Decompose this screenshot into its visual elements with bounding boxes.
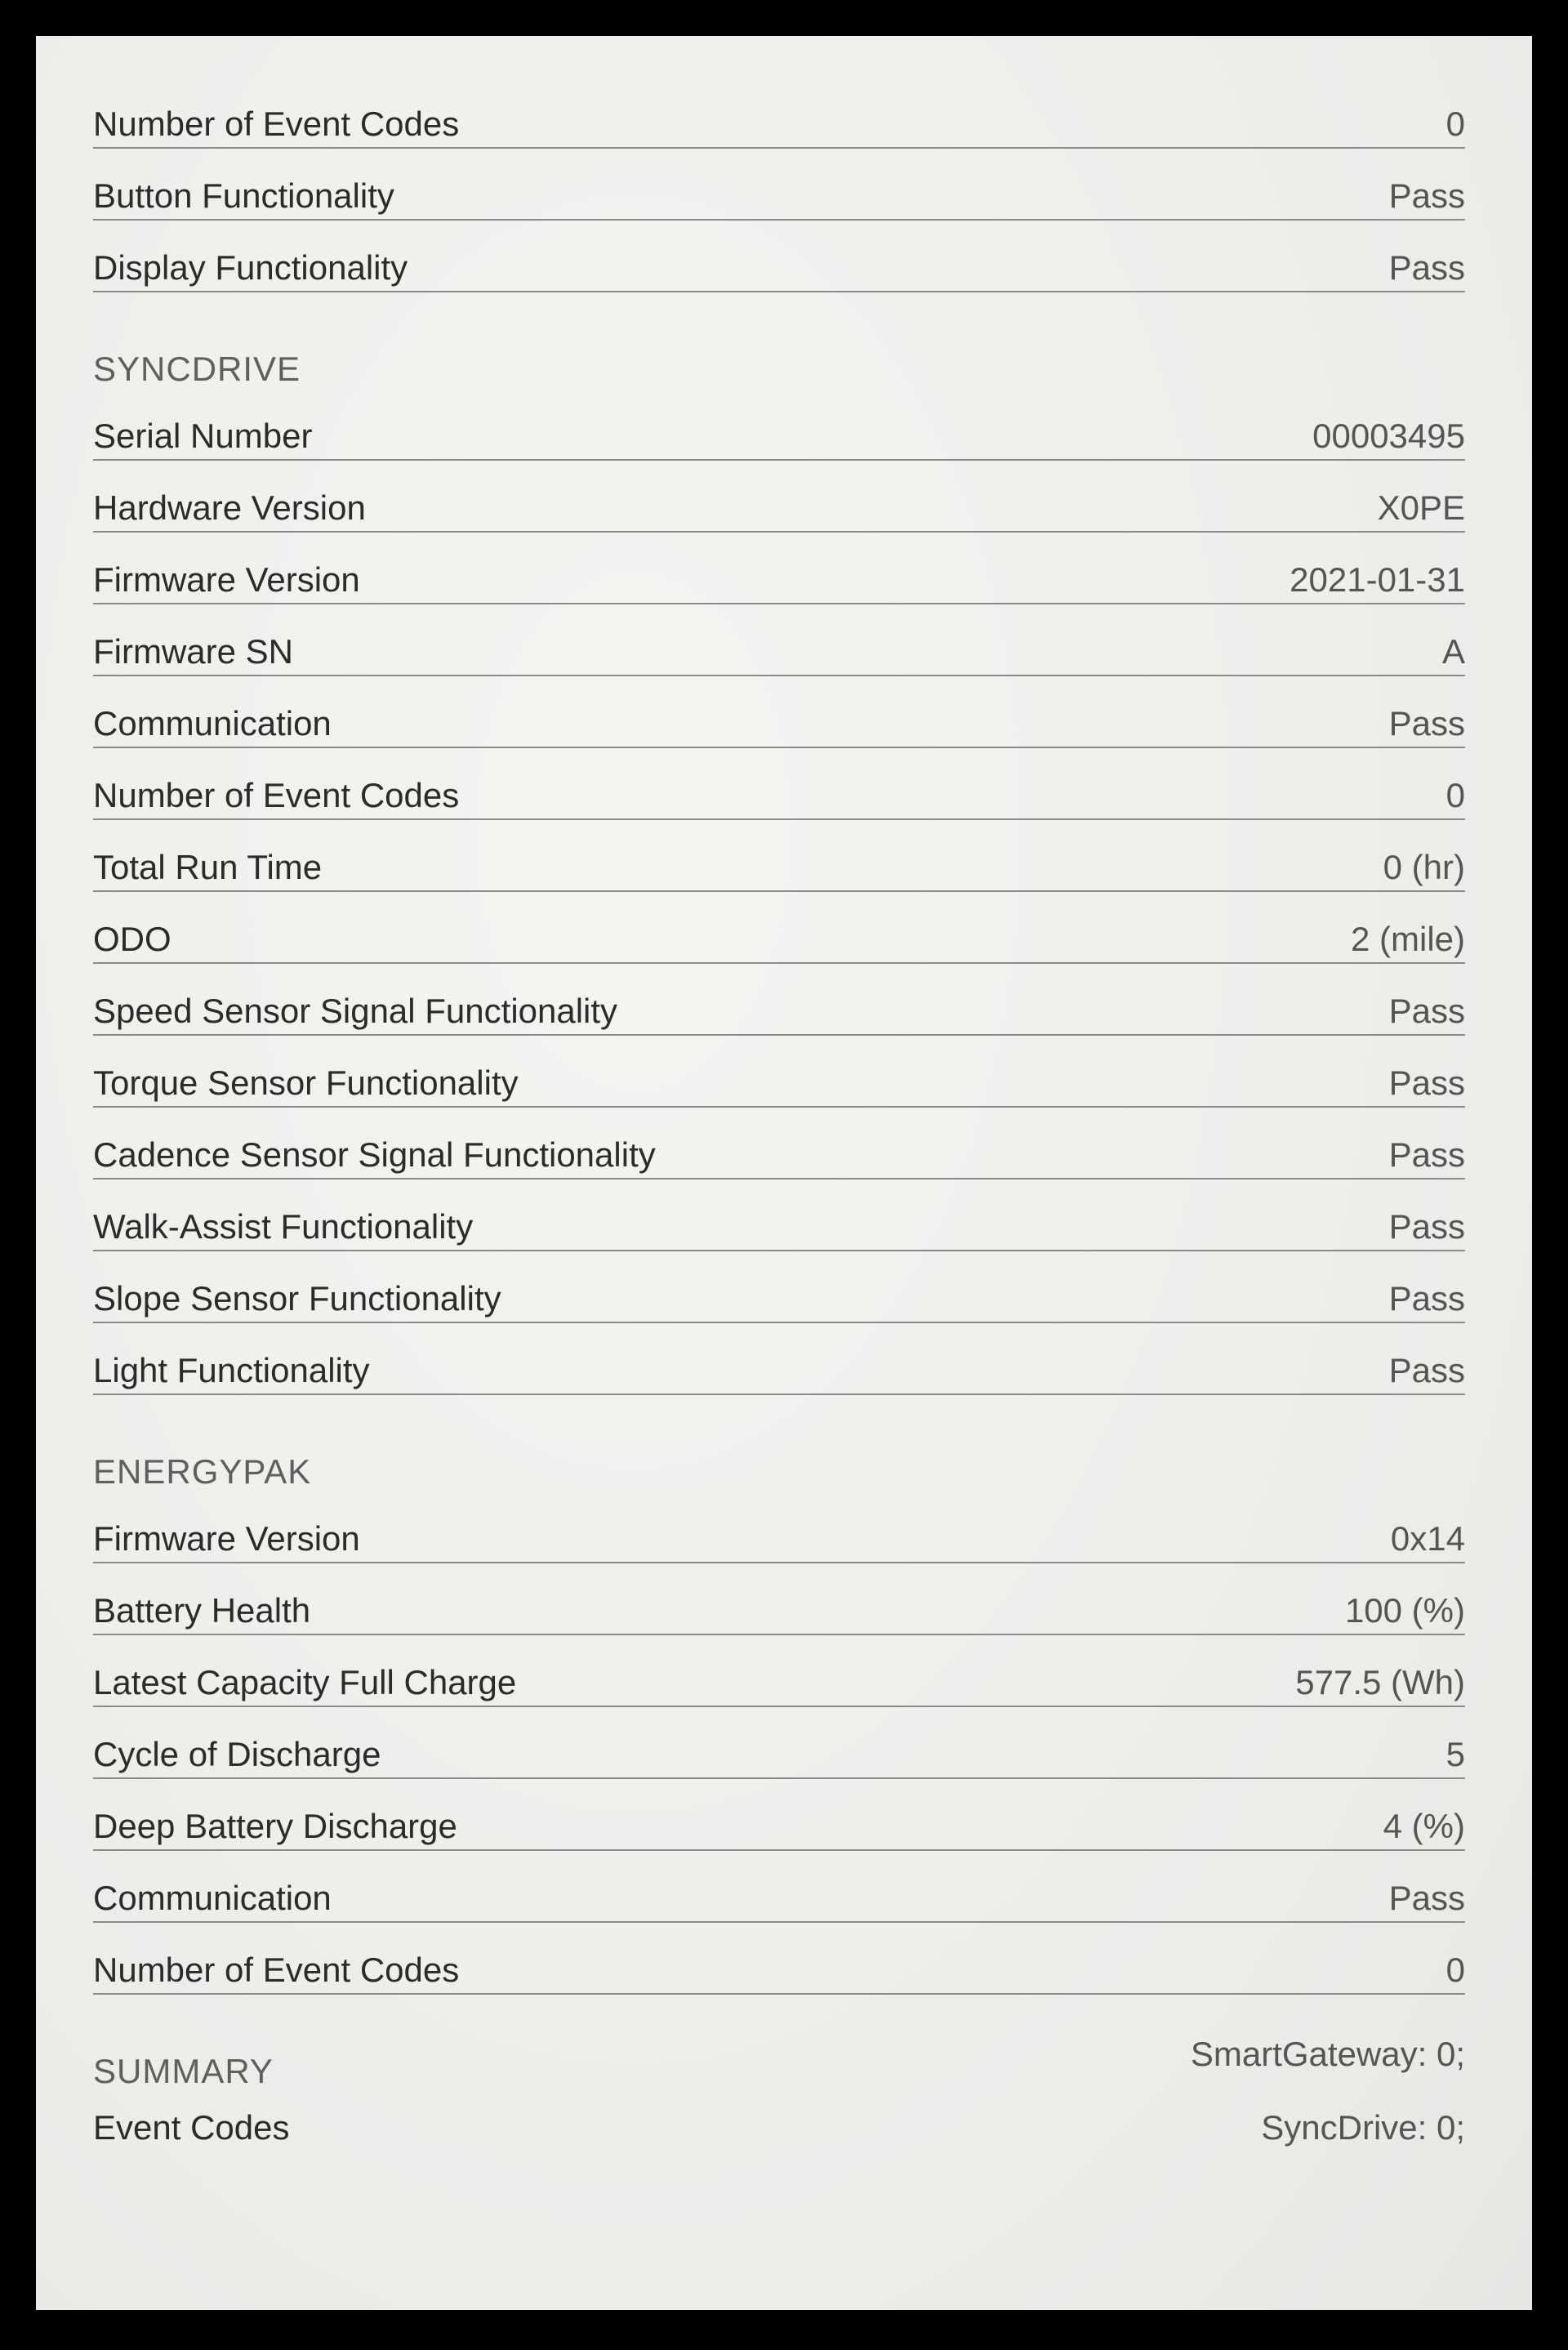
syncdrive-row-label: Serial Number xyxy=(93,417,313,455)
syncdrive-row-label: Cadence Sensor Signal Functionality xyxy=(93,1135,656,1174)
energypak-row xyxy=(93,1635,1465,1707)
syncdrive-section xyxy=(93,389,1465,1395)
summary-value-syncdrive: SyncDrive: 0; xyxy=(1261,2108,1465,2147)
syncdrive-row-label: Total Run Time xyxy=(93,848,323,886)
energypak-row-label: Firmware Version xyxy=(93,1519,360,1558)
energypak-row xyxy=(93,1707,1465,1779)
energypak-row-value: 0 xyxy=(1446,1951,1465,1989)
syncdrive-row-label: Communication xyxy=(93,704,332,742)
syncdrive-row xyxy=(93,964,1465,1036)
syncdrive-row xyxy=(93,892,1465,964)
syncdrive-row xyxy=(93,748,1465,820)
energypak-row-value: 100 (%) xyxy=(1344,1591,1465,1630)
syncdrive-row xyxy=(93,533,1465,604)
smartgateway-row-value: Pass xyxy=(1388,176,1465,215)
syncdrive-row-label: Speed Sensor Signal Functionality xyxy=(93,992,618,1030)
syncdrive-row-label: Walk-Assist Functionality xyxy=(93,1207,474,1246)
summary-section-title: SUMMARY xyxy=(93,2052,274,2090)
syncdrive-row-label: Firmware Version xyxy=(93,560,360,599)
syncdrive-row xyxy=(93,820,1465,892)
syncdrive-row-label: Light Functionality xyxy=(93,1351,370,1389)
syncdrive-row-label: Torque Sensor Functionality xyxy=(93,1064,519,1102)
summary-event-codes-values xyxy=(1191,2018,1465,2165)
syncdrive-row-value: Pass xyxy=(1388,1207,1465,1246)
summary-event-codes-label: Event Codes xyxy=(93,2108,290,2147)
syncdrive-row xyxy=(93,1323,1465,1395)
energypak-row xyxy=(93,1851,1465,1923)
smartgateway-row xyxy=(93,77,1465,149)
syncdrive-row-value: Pass xyxy=(1388,992,1465,1030)
smartgateway-row xyxy=(93,221,1465,292)
energypak-row xyxy=(93,1923,1465,1995)
energypak-row-label: Communication xyxy=(93,1879,332,1917)
energypak-section xyxy=(93,1492,1465,1995)
energypak-row-label: Cycle of Discharge xyxy=(93,1735,381,1773)
syncdrive-row-value: 0 (hr) xyxy=(1383,848,1465,886)
summary-value-smartgateway: SmartGateway: 0; xyxy=(1190,2035,1465,2073)
energypak-row-label: Battery Health xyxy=(93,1591,311,1630)
smartgateway-row-label: Number of Event Codes xyxy=(93,105,460,143)
energypak-row xyxy=(93,1779,1465,1851)
syncdrive-row-value: Pass xyxy=(1388,1279,1465,1318)
syncdrive-row-value: 2021-01-31 xyxy=(1290,560,1465,599)
syncdrive-row xyxy=(93,1108,1465,1179)
smartgateway-row-label: Button Functionality xyxy=(93,176,394,215)
energypak-row-label: Number of Event Codes xyxy=(93,1951,460,1989)
syncdrive-row xyxy=(93,676,1465,748)
syncdrive-row xyxy=(93,461,1465,533)
syncdrive-row-value: Pass xyxy=(1388,1351,1465,1389)
syncdrive-row-value: Pass xyxy=(1388,1064,1465,1102)
syncdrive-row-label: Slope Sensor Functionality xyxy=(93,1279,501,1318)
energypak-row-value: 5 xyxy=(1446,1735,1465,1773)
syncdrive-row xyxy=(93,1179,1465,1251)
syncdrive-row-value: Pass xyxy=(1388,704,1465,742)
report-content xyxy=(93,77,1465,2165)
report-page xyxy=(36,36,1532,2310)
smartgateway-row-label: Display Functionality xyxy=(93,248,408,287)
smartgateway-row-value: 0 xyxy=(1446,105,1465,143)
syncdrive-row xyxy=(93,604,1465,676)
syncdrive-section-title: SYNCDRIVE xyxy=(93,350,301,388)
syncdrive-row-value: X0PE xyxy=(1377,488,1465,527)
energypak-row-value: Pass xyxy=(1388,1879,1465,1917)
syncdrive-row-label: ODO xyxy=(93,920,172,958)
syncdrive-row-value: 2 (mile) xyxy=(1350,920,1465,958)
syncdrive-row-value: 00003495 xyxy=(1312,417,1465,455)
energypak-row-value: 0x14 xyxy=(1390,1519,1465,1558)
energypak-row xyxy=(93,1563,1465,1635)
syncdrive-row-value: A xyxy=(1441,632,1465,671)
energypak-row-label: Latest Capacity Full Charge xyxy=(93,1663,517,1701)
syncdrive-row xyxy=(93,1251,1465,1323)
energypak-section-title: ENERGYPAK xyxy=(93,1452,312,1491)
syncdrive-row-value: Pass xyxy=(1388,1135,1465,1174)
energypak-row xyxy=(93,1492,1465,1563)
smartgateway-row xyxy=(93,149,1465,221)
energypak-row-label: Deep Battery Discharge xyxy=(93,1807,457,1845)
smartgateway-row-value: Pass xyxy=(1388,248,1465,287)
syncdrive-row-value: 0 xyxy=(1446,776,1465,814)
energypak-row-value: 4 (%) xyxy=(1383,1807,1465,1845)
energypak-row-value: 577.5 (Wh) xyxy=(1295,1663,1465,1701)
syncdrive-row-label: Hardware Version xyxy=(93,488,366,527)
top-section xyxy=(93,77,1465,292)
syncdrive-row-label: Number of Event Codes xyxy=(93,776,460,814)
syncdrive-row-label: Firmware SN xyxy=(93,632,294,671)
syncdrive-row xyxy=(93,1036,1465,1108)
syncdrive-row xyxy=(93,389,1465,461)
